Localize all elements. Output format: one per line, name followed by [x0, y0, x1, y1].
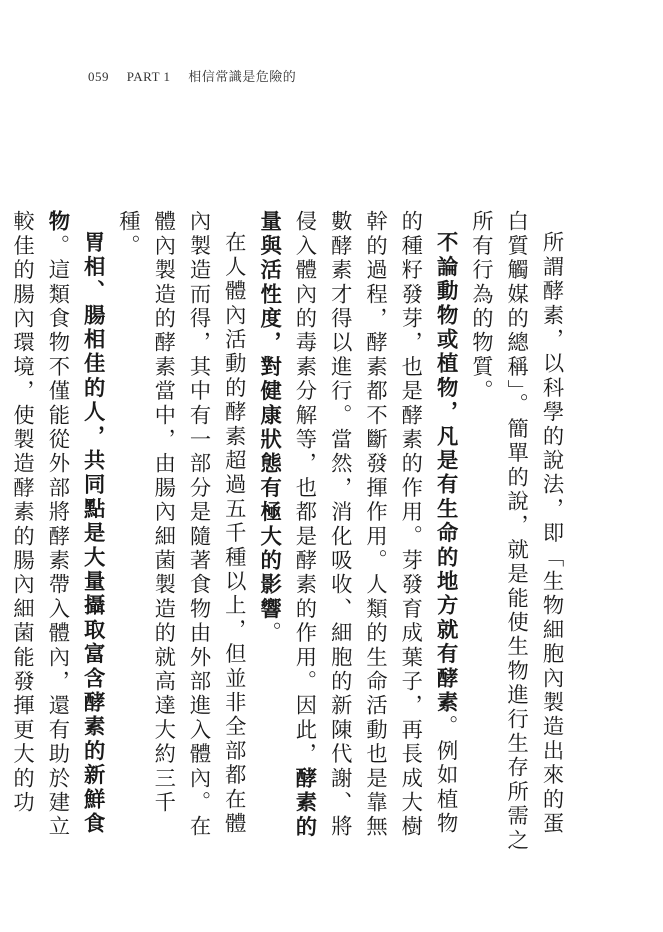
paragraph [463, 210, 569, 860]
paragraph-text: 。這類食物不僅能從外部將酵素帶入體內，還有助於建立較佳的腸內環境，使製造酵素的腸內細菌能發揮更大的功 [9, 210, 70, 840]
running-header [88, 66, 310, 85]
bold-emphasis-text: 胃相、腸相佳的人，共同點是大量攝取富含酵素的新鮮食物 [44, 210, 106, 837]
paragraph-text: 在人體內活動的酵素超過五千種以上，但並非全部都在體內製造而得，其中有一部分是隨著食物由外部進入體內。在體內製造的酵素當中，由腸內細菌製造的就高達大約三千種。 [115, 210, 247, 840]
paragraph [251, 210, 463, 860]
vertical-body-text [0, 210, 569, 860]
paragraph-text: 。例如植物的種籽發芽，也是酵素的作用。芽發育成葉子，再長成大樹幹的過程，酵素都不斷發揮作用。人類的生命活動也是靠無數酵素才得以進行。當然，消化吸收、細胞的新陳代謝、將侵入體內的毒素分解等，也都是酵素的作用。因此， [291, 210, 459, 840]
bold-emphasis-text: 不論動物或植物，凡是有生命的地方就有酵素 [433, 231, 459, 716]
paragraph [110, 210, 251, 860]
part-label: PART 1 [126, 69, 171, 84]
paragraph [0, 210, 110, 860]
bold-emphasis-text: 酵素的量與活性度，對健康狀態有極大的影響 [256, 210, 317, 840]
part-title: 相信常識是危險的 [188, 69, 297, 84]
page-number: 059 [88, 69, 109, 84]
paragraph-text: 所謂酵素，以科學的說法，即「生物細胞內製造出來的蛋白質觸媒的總稱」。簡單的說，就是能使生物進行生存所需之所有行為的物質。 [468, 210, 564, 853]
paragraph-text: 。 [256, 621, 282, 646]
